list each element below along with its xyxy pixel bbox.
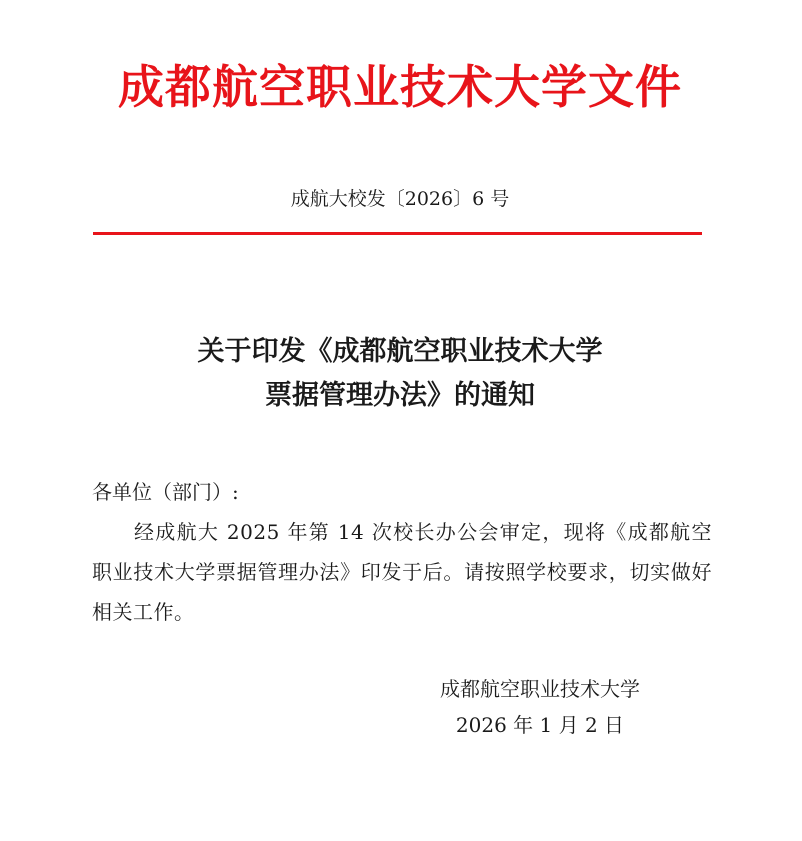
header-divider <box>93 232 702 235</box>
notice-title-line-1: 关于印发《成都航空职业技术大学 <box>197 336 603 367</box>
body-paragraph: 经成航大 2025 年第 14 次校长办公会审定，现将《成都航空职业技术大学票据管理办法》印发于后。请按照学校要求，切实做好相关工作。 <box>92 520 712 624</box>
recipient-salutation: 各单位（部门）: <box>92 480 239 504</box>
document-header-title: 成都航空职业技术大学文件 <box>118 60 682 114</box>
document-number: 成航大校发〔2026〕6 号 <box>290 188 510 210</box>
signature-organization: 成都航空职业技术大学 <box>440 677 640 701</box>
notice-title <box>60 330 740 418</box>
notice-title-line-2: 票据管理办法》的通知 <box>265 380 535 411</box>
signature-date: 2026 年 1 月 2 日 <box>455 713 625 737</box>
